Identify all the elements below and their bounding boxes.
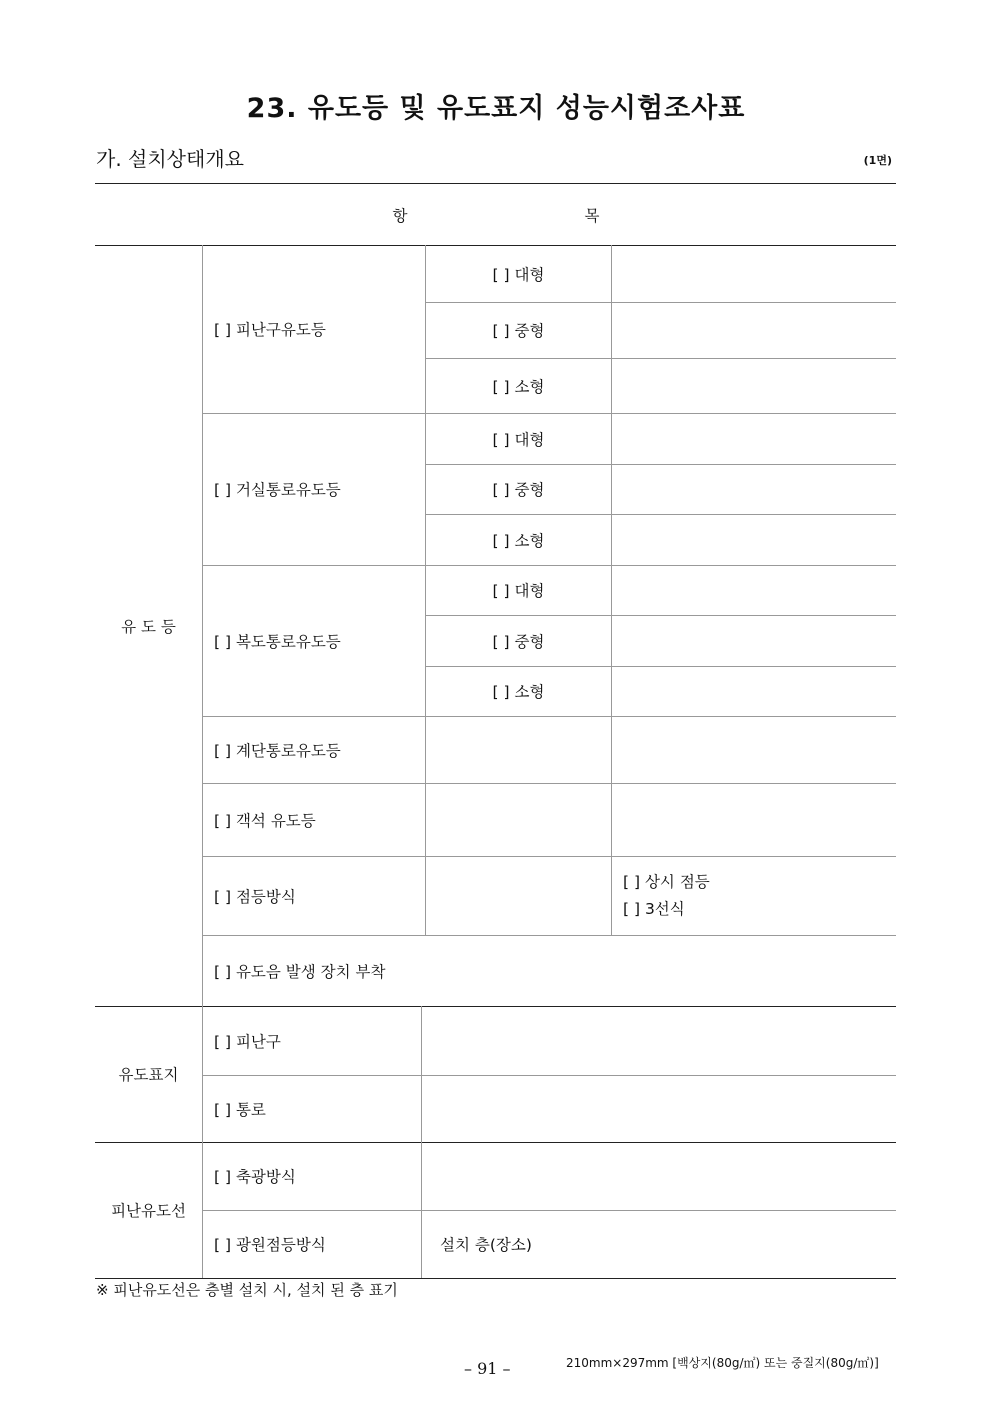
row-seat-light: [ ] 객석 유도등	[214, 811, 316, 830]
size-small: [ ] 소형	[492, 683, 545, 701]
group-label-guide-lights: 유 도 등	[121, 617, 176, 636]
footer-page-number: – 91 –	[464, 1359, 511, 1378]
row-line-powered: [ ] 광원점등방식	[214, 1236, 326, 1254]
size-large: [ ] 대형	[492, 265, 545, 284]
column-divider	[202, 245, 203, 1278]
lighting-options	[623, 856, 710, 935]
column-divider	[421, 1006, 422, 1278]
row-divider	[203, 856, 896, 857]
option-always-on: [ ] 상시 점등	[623, 872, 710, 891]
row-line-luminous: [ ] 축광방식	[214, 1168, 296, 1186]
row-sign-passage: [ ] 통로	[214, 1100, 266, 1119]
row-exit-light: [ ] 피난구유도등	[214, 321, 326, 339]
row-lighting-method: [ ] 점등방식	[214, 887, 296, 906]
column-divider	[611, 245, 612, 935]
footer-paper-size: 210mm×297mm [백상지(80g/㎡) 또는 중질지(80g/㎡)]	[566, 1356, 879, 1370]
group-label-guide-signs: 유도표지	[118, 1066, 179, 1084]
size-medium: [ ] 중형	[492, 481, 545, 499]
size-medium: [ ] 중형	[492, 322, 545, 340]
row-sign-exit: [ ] 피난구	[214, 1032, 281, 1051]
section-heading: 가. 설치상태개요	[96, 147, 244, 171]
table-top-border	[95, 183, 896, 184]
row-stair-light: [ ] 계단통로유도등	[214, 741, 341, 760]
install-floor-label: 설치 층(장소)	[440, 1236, 532, 1254]
header-item-right: 목	[584, 207, 600, 225]
size-large: [ ] 대형	[492, 582, 545, 600]
row-corridor-light: [ ] 복도통로유도등	[214, 632, 341, 651]
size-small: [ ] 소형	[492, 531, 545, 550]
option-three-wire: [ ] 3선식	[623, 899, 685, 918]
page-label: (1면)	[863, 154, 892, 167]
footnote: ※ 피난유도선은 층별 설치 시, 설치 된 층 표기	[96, 1281, 398, 1299]
header-item-left: 항	[392, 207, 408, 225]
size-large: [ ] 대형	[492, 430, 545, 449]
row-room-light: [ ] 거실통로유도등	[214, 481, 341, 499]
row-divider	[203, 1075, 896, 1076]
group-label-evac-lines: 피난유도선	[111, 1202, 186, 1220]
size-small: [ ] 소형	[492, 377, 545, 396]
row-sound-device: [ ] 유도음 발생 장치 부착	[214, 962, 386, 981]
page-title: 23. 유도등 및 유도표지 성능시험조사표	[246, 93, 746, 124]
size-medium: [ ] 중형	[492, 632, 545, 651]
